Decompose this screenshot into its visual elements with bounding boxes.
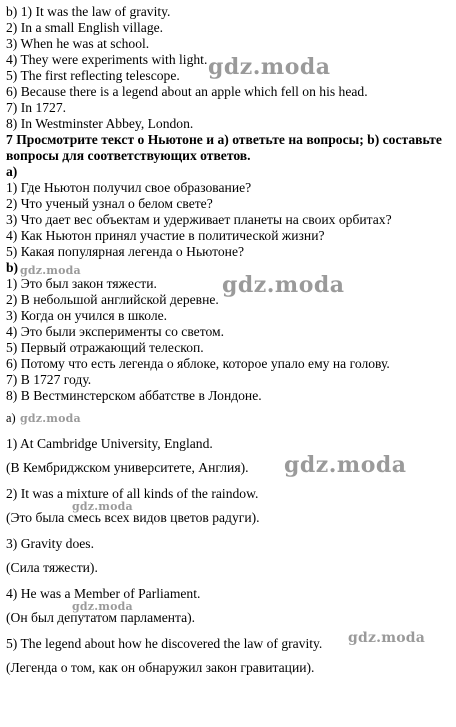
answer-b-5: 5) The first reflecting telescope. <box>6 68 180 83</box>
answer-ru-3: 3) Когда он учился в школе. <box>6 308 168 323</box>
answer-ru-8: 8) В Вестминстерском аббатстве в Лондоне. <box>6 388 262 403</box>
answer-en-2: 2) It was a mixture of all kinds of the raindow. <box>6 486 259 501</box>
answer-en-2-translation: (Это была смесь всех видов цветов радуги). <box>6 510 260 525</box>
watermark-logo: gdz.moda <box>208 54 331 80</box>
watermark-logo: gdz.moda <box>20 264 81 277</box>
question-ru-1: 1) Где Ньютон получил свое образование? <box>6 180 252 195</box>
answer-b-8: 8) In Westminster Abbey, London. <box>6 116 194 131</box>
watermark-logo: gdz.moda <box>72 600 133 613</box>
section-a-label: a) <box>6 164 18 179</box>
answer-en-4-translation: (Он был депутатом парламента). <box>6 610 196 625</box>
answer-ru-4: 4) Это были эксперименты со светом. <box>6 324 224 339</box>
answer-ru-2: 2) В небольшой английской деревне. <box>6 292 219 307</box>
answer-b-3: 3) When he was at school. <box>6 36 150 51</box>
answer-b-4: 4) They were experiments with light. <box>6 52 208 67</box>
watermark-logo: gdz.moda <box>284 452 407 478</box>
question-ru-5: 5) Какая популярная легенда о Ньютоне? <box>6 244 245 259</box>
answer-en-1: 1) At Cambridge University, England. <box>6 436 213 451</box>
answer-b-2: 2) In a small English village. <box>6 20 164 35</box>
question-ru-2: 2) Что ученый узнал о белом свете? <box>6 196 213 211</box>
task-heading-line-2: вопросы для соответствующих ответов. <box>6 148 251 163</box>
answer-b-7: 7) In 1727. <box>6 100 67 115</box>
task-heading-line-1: 7 Просмотрите текст о Ньютоне и a) ответьте на вопросы; b) составьте <box>6 132 442 147</box>
answer-en-4: 4) He was a Member of Parliament. <box>6 586 201 601</box>
answer-ru-6: 6) Потому что есть легенда о яблоке, которое упало ему на голову. <box>6 356 390 371</box>
question-ru-4: 4) Как Ньютон принял участие в политической жизни? <box>6 228 325 243</box>
section-b-label: b) <box>6 260 19 275</box>
answer-en-5-translation: (Легенда о том, как он обнаружил закон гравитации). <box>6 660 315 675</box>
answer-ru-5: 5) Первый отражающий телескоп. <box>6 340 204 355</box>
answer-ru-1: 1) Это был закон тяжести. <box>6 276 157 291</box>
answer-b-1: b) 1) It was the law of gravity. <box>6 4 171 19</box>
answer-ru-7: 7) В 1727 году. <box>6 372 92 387</box>
answer-en-1-translation: (В Кембриджском университете, Англия). <box>6 460 249 475</box>
section-a-en-label: a) <box>6 411 16 425</box>
answer-en-3-translation: (Сила тяжести). <box>6 560 98 575</box>
answer-b-6: 6) Because there is a legend about an apple which fell on his head. <box>6 84 368 99</box>
answer-en-5: 5) The legend about how he discovered the law of gravity. <box>6 636 323 651</box>
watermark-logo: gdz.moda <box>348 630 426 646</box>
question-ru-3: 3) Что дает вес объектам и удерживает планеты на своих орбитах? <box>6 212 392 227</box>
answer-en-3: 3) Gravity does. <box>6 536 94 551</box>
watermark-logo: gdz.moda <box>72 500 133 513</box>
watermark-logo: gdz.moda <box>222 272 345 298</box>
watermark-logo: gdz.moda <box>20 412 81 425</box>
